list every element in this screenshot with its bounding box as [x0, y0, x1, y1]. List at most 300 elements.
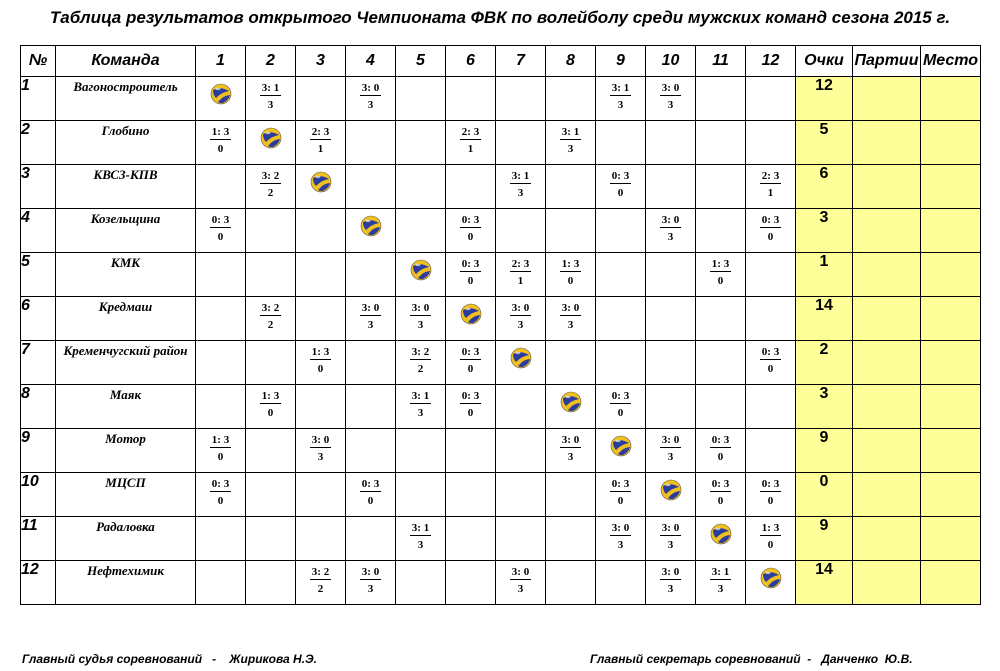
team-place — [921, 165, 981, 209]
match-score: 0: 3 — [361, 478, 380, 490]
match-cell — [696, 473, 746, 517]
team-number: 8 — [21, 385, 56, 429]
empty-cell — [546, 165, 596, 209]
empty-cell — [546, 209, 596, 253]
match-score: 3: 0 — [661, 434, 680, 446]
match-result — [510, 302, 531, 331]
table-row — [21, 561, 981, 605]
empty-cell — [346, 517, 396, 561]
table-row — [21, 473, 981, 517]
self-match-cell — [396, 253, 446, 297]
match-score: 1: 3 — [711, 258, 730, 270]
empty-cell — [246, 561, 296, 605]
empty-cell — [646, 165, 696, 209]
empty-cell — [596, 253, 646, 297]
match-result — [360, 302, 381, 331]
empty-cell — [646, 253, 696, 297]
match-cell — [746, 517, 796, 561]
match-result — [760, 170, 781, 199]
match-points: 0 — [267, 407, 274, 419]
volleyball-icon — [560, 391, 582, 413]
match-points: 0 — [217, 495, 224, 507]
match-points: 3 — [517, 319, 524, 331]
match-score: 3: 1 — [411, 522, 430, 534]
match-points: 0 — [617, 187, 624, 199]
footer-chief-secretary: Главный секретарь соревнований - Данченко Ю.В. — [590, 652, 913, 666]
header-col: 8 — [546, 46, 596, 77]
match-cell — [546, 429, 596, 473]
match-score: 2: 3 — [761, 170, 780, 182]
empty-cell — [646, 121, 696, 165]
match-points: 0 — [617, 495, 624, 507]
empty-cell — [646, 297, 696, 341]
match-result — [410, 522, 431, 551]
team-name: Кредмаш — [56, 297, 196, 341]
match-points: 1 — [467, 143, 474, 155]
team-points: 6 — [796, 165, 853, 209]
team-sets — [853, 561, 921, 605]
match-points: 3 — [567, 451, 574, 463]
volleyball-icon — [510, 347, 532, 369]
empty-cell — [396, 209, 446, 253]
empty-cell — [196, 341, 246, 385]
match-result — [610, 390, 631, 419]
match-result — [460, 390, 481, 419]
empty-cell — [346, 121, 396, 165]
match-result — [210, 478, 231, 507]
team-name: Вагоностроитель — [56, 77, 196, 121]
volleyball-icon — [460, 303, 482, 325]
empty-cell — [396, 165, 446, 209]
header-place: Место — [921, 46, 981, 77]
team-number: 11 — [21, 517, 56, 561]
match-result — [660, 566, 681, 595]
match-cell — [496, 165, 546, 209]
match-score: 0: 3 — [461, 346, 480, 358]
match-cell — [296, 561, 346, 605]
match-score: 3: 0 — [661, 522, 680, 534]
match-score: 1: 3 — [211, 434, 230, 446]
match-points: 3 — [417, 319, 424, 331]
match-cell — [746, 341, 796, 385]
team-points: 9 — [796, 517, 853, 561]
team-number: 4 — [21, 209, 56, 253]
team-place — [921, 297, 981, 341]
match-result — [210, 214, 231, 243]
match-cell — [696, 253, 746, 297]
header-row — [21, 46, 981, 77]
match-result — [410, 390, 431, 419]
team-sets — [853, 517, 921, 561]
match-result — [360, 566, 381, 595]
empty-cell — [446, 429, 496, 473]
match-cell — [446, 253, 496, 297]
footer-chief-judge: Главный судья соревнований - Жирикова Н.Э. — [22, 652, 318, 666]
match-result — [610, 170, 631, 199]
match-score: 3: 0 — [611, 522, 630, 534]
team-place — [921, 385, 981, 429]
match-cell — [596, 165, 646, 209]
empty-cell — [696, 209, 746, 253]
match-result — [660, 214, 681, 243]
team-place — [921, 253, 981, 297]
match-score: 0: 3 — [611, 170, 630, 182]
match-points: 3 — [517, 583, 524, 595]
table-row — [21, 297, 981, 341]
match-result — [310, 566, 331, 595]
table-row — [21, 517, 981, 561]
match-points: 3 — [617, 539, 624, 551]
team-sets — [853, 341, 921, 385]
table-row — [21, 165, 981, 209]
self-match-cell — [596, 429, 646, 473]
table-row — [21, 429, 981, 473]
match-result — [710, 434, 731, 463]
volleyball-icon — [310, 171, 332, 193]
empty-cell — [296, 253, 346, 297]
header-col: 5 — [396, 46, 446, 77]
match-cell — [446, 209, 496, 253]
volleyball-icon — [210, 83, 232, 105]
team-place — [921, 473, 981, 517]
match-score: 3: 0 — [661, 82, 680, 94]
empty-cell — [246, 209, 296, 253]
match-points: 3 — [667, 451, 674, 463]
empty-cell — [446, 517, 496, 561]
empty-cell — [496, 517, 546, 561]
empty-cell — [546, 341, 596, 385]
match-cell — [396, 517, 446, 561]
match-cell — [396, 341, 446, 385]
header-col: 4 — [346, 46, 396, 77]
team-sets — [853, 429, 921, 473]
match-points: 1 — [517, 275, 524, 287]
empty-cell — [196, 165, 246, 209]
match-cell — [646, 429, 696, 473]
empty-cell — [196, 561, 246, 605]
self-match-cell — [546, 385, 596, 429]
empty-cell — [296, 297, 346, 341]
team-sets — [853, 253, 921, 297]
empty-cell — [496, 385, 546, 429]
match-score: 3: 2 — [411, 346, 430, 358]
match-score: 3: 2 — [311, 566, 330, 578]
match-score: 3: 0 — [361, 566, 380, 578]
match-cell — [746, 165, 796, 209]
match-score: 0: 3 — [611, 390, 630, 402]
match-result — [610, 82, 631, 111]
empty-cell — [596, 297, 646, 341]
header-col: 7 — [496, 46, 546, 77]
match-cell — [196, 121, 246, 165]
team-name: Мотор — [56, 429, 196, 473]
empty-cell — [446, 473, 496, 517]
match-result — [710, 478, 731, 507]
empty-cell — [496, 473, 546, 517]
empty-cell — [646, 341, 696, 385]
match-points: 0 — [467, 231, 474, 243]
empty-cell — [296, 517, 346, 561]
match-cell — [646, 561, 696, 605]
header-col: 6 — [446, 46, 496, 77]
match-cell — [346, 77, 396, 121]
team-number: 1 — [21, 77, 56, 121]
team-number: 2 — [21, 121, 56, 165]
team-name: Нефтехимик — [56, 561, 196, 605]
match-result — [660, 434, 681, 463]
match-result — [760, 478, 781, 507]
match-cell — [346, 473, 396, 517]
match-score: 3: 1 — [711, 566, 730, 578]
team-sets — [853, 297, 921, 341]
empty-cell — [546, 517, 596, 561]
team-place — [921, 121, 981, 165]
empty-cell — [246, 429, 296, 473]
match-result — [210, 434, 231, 463]
team-name: КВСЗ-КПВ — [56, 165, 196, 209]
team-number: 6 — [21, 297, 56, 341]
match-points: 3 — [667, 99, 674, 111]
empty-cell — [546, 77, 596, 121]
match-points: 3 — [267, 99, 274, 111]
match-points: 0 — [717, 451, 724, 463]
match-result — [460, 126, 481, 155]
match-points: 0 — [567, 275, 574, 287]
team-points: 9 — [796, 429, 853, 473]
match-points: 0 — [467, 363, 474, 375]
match-score: 3: 1 — [411, 390, 430, 402]
volleyball-icon — [710, 523, 732, 545]
match-cell — [646, 77, 696, 121]
match-result — [410, 346, 431, 375]
match-points: 3 — [367, 319, 374, 331]
match-points: 3 — [317, 451, 324, 463]
match-score: 3: 0 — [361, 302, 380, 314]
match-score: 0: 3 — [761, 478, 780, 490]
table-row — [21, 253, 981, 297]
match-score: 3: 1 — [611, 82, 630, 94]
match-result — [710, 566, 731, 595]
match-score: 0: 3 — [211, 214, 230, 226]
match-cell — [396, 385, 446, 429]
match-cell — [296, 341, 346, 385]
team-name: МЦСП — [56, 473, 196, 517]
match-score: 3: 0 — [511, 566, 530, 578]
team-number: 10 — [21, 473, 56, 517]
page-title: Таблица результатов открытого Чемпионата ФВК по волейболу среди мужских команд сезона 2015 г. — [49, 8, 951, 27]
header-col: 2 — [246, 46, 296, 77]
match-cell — [446, 385, 496, 429]
match-result — [360, 478, 381, 507]
empty-cell — [296, 209, 346, 253]
match-points: 0 — [367, 495, 374, 507]
volleyball-icon — [760, 567, 782, 589]
empty-cell — [746, 121, 796, 165]
match-cell — [296, 121, 346, 165]
team-name: Кременчугский район — [56, 341, 196, 385]
match-points: 2 — [267, 187, 274, 199]
match-points: 0 — [617, 407, 624, 419]
empty-cell — [696, 385, 746, 429]
empty-cell — [396, 473, 446, 517]
match-score: 1: 3 — [561, 258, 580, 270]
empty-cell — [246, 473, 296, 517]
match-cell — [246, 77, 296, 121]
match-score: 0: 3 — [711, 478, 730, 490]
match-result — [410, 302, 431, 331]
match-score: 2: 3 — [511, 258, 530, 270]
match-points: 3 — [517, 187, 524, 199]
match-result — [710, 258, 731, 287]
team-name: Радаловка — [56, 517, 196, 561]
match-points: 2 — [267, 319, 274, 331]
match-cell — [596, 385, 646, 429]
empty-cell — [296, 77, 346, 121]
match-points: 0 — [317, 363, 324, 375]
match-cell — [646, 209, 696, 253]
empty-cell — [296, 385, 346, 429]
empty-cell — [746, 297, 796, 341]
match-points: 3 — [367, 99, 374, 111]
self-match-cell — [246, 121, 296, 165]
empty-cell — [596, 209, 646, 253]
match-score: 1: 3 — [211, 126, 230, 138]
match-result — [560, 258, 581, 287]
match-cell — [496, 253, 546, 297]
match-result — [360, 82, 381, 111]
match-result — [310, 346, 331, 375]
empty-cell — [346, 385, 396, 429]
match-points: 3 — [417, 407, 424, 419]
match-points: 0 — [767, 231, 774, 243]
team-number: 5 — [21, 253, 56, 297]
table-row — [21, 77, 981, 121]
header-points: Очки — [796, 46, 853, 77]
volleyball-icon — [410, 259, 432, 281]
empty-cell — [496, 429, 546, 473]
empty-cell — [696, 165, 746, 209]
match-cell — [396, 297, 446, 341]
match-points: 3 — [717, 583, 724, 595]
empty-cell — [696, 341, 746, 385]
empty-cell — [196, 385, 246, 429]
match-score: 3: 0 — [561, 434, 580, 446]
empty-cell — [696, 297, 746, 341]
match-result — [210, 126, 231, 155]
empty-cell — [496, 209, 546, 253]
match-score: 0: 3 — [211, 478, 230, 490]
self-match-cell — [296, 165, 346, 209]
match-points: 3 — [567, 319, 574, 331]
self-match-cell — [446, 297, 496, 341]
team-points: 14 — [796, 561, 853, 605]
match-score: 3: 0 — [561, 302, 580, 314]
match-score: 1: 3 — [311, 346, 330, 358]
match-cell — [746, 473, 796, 517]
team-sets — [853, 77, 921, 121]
match-result — [510, 258, 531, 287]
match-score: 0: 3 — [761, 214, 780, 226]
table-row — [21, 385, 981, 429]
match-cell — [246, 297, 296, 341]
match-result — [760, 214, 781, 243]
empty-cell — [596, 341, 646, 385]
empty-cell — [696, 121, 746, 165]
team-place — [921, 561, 981, 605]
match-cell — [596, 77, 646, 121]
header-col: 11 — [696, 46, 746, 77]
match-cell — [246, 165, 296, 209]
match-score: 0: 3 — [461, 258, 480, 270]
volleyball-icon — [360, 215, 382, 237]
match-score: 3: 0 — [511, 302, 530, 314]
match-cell — [496, 297, 546, 341]
header-team: Команда — [56, 46, 196, 77]
match-score: 3: 1 — [561, 126, 580, 138]
volleyball-icon — [260, 127, 282, 149]
self-match-cell — [496, 341, 546, 385]
empty-cell — [596, 121, 646, 165]
team-place — [921, 429, 981, 473]
match-points: 3 — [667, 231, 674, 243]
match-cell — [546, 297, 596, 341]
table-row — [21, 341, 981, 385]
team-place — [921, 77, 981, 121]
match-cell — [596, 473, 646, 517]
match-cell — [646, 517, 696, 561]
match-points: 0 — [467, 407, 474, 419]
empty-cell — [396, 121, 446, 165]
match-points: 3 — [567, 143, 574, 155]
empty-cell — [396, 429, 446, 473]
match-cell — [196, 429, 246, 473]
match-result — [260, 390, 281, 419]
match-cell — [446, 341, 496, 385]
team-points: 0 — [796, 473, 853, 517]
header-num: № — [21, 46, 56, 77]
match-points: 0 — [767, 539, 774, 551]
match-cell — [696, 429, 746, 473]
match-result — [460, 346, 481, 375]
results-table — [20, 45, 981, 605]
match-points: 2 — [417, 363, 424, 375]
team-name: Маяк — [56, 385, 196, 429]
match-cell — [696, 561, 746, 605]
match-cell — [346, 297, 396, 341]
match-result — [460, 214, 481, 243]
header-col: 10 — [646, 46, 696, 77]
match-result — [510, 170, 531, 199]
match-cell — [546, 121, 596, 165]
match-points: 3 — [617, 99, 624, 111]
team-place — [921, 517, 981, 561]
team-points: 1 — [796, 253, 853, 297]
match-result — [760, 522, 781, 551]
team-number: 3 — [21, 165, 56, 209]
team-points: 12 — [796, 77, 853, 121]
empty-cell — [746, 253, 796, 297]
empty-cell — [196, 297, 246, 341]
match-points: 0 — [767, 495, 774, 507]
match-score: 0: 3 — [461, 390, 480, 402]
empty-cell — [746, 429, 796, 473]
empty-cell — [196, 253, 246, 297]
table-row — [21, 209, 981, 253]
match-result — [560, 434, 581, 463]
team-name: КМК — [56, 253, 196, 297]
empty-cell — [246, 341, 296, 385]
match-result — [560, 126, 581, 155]
